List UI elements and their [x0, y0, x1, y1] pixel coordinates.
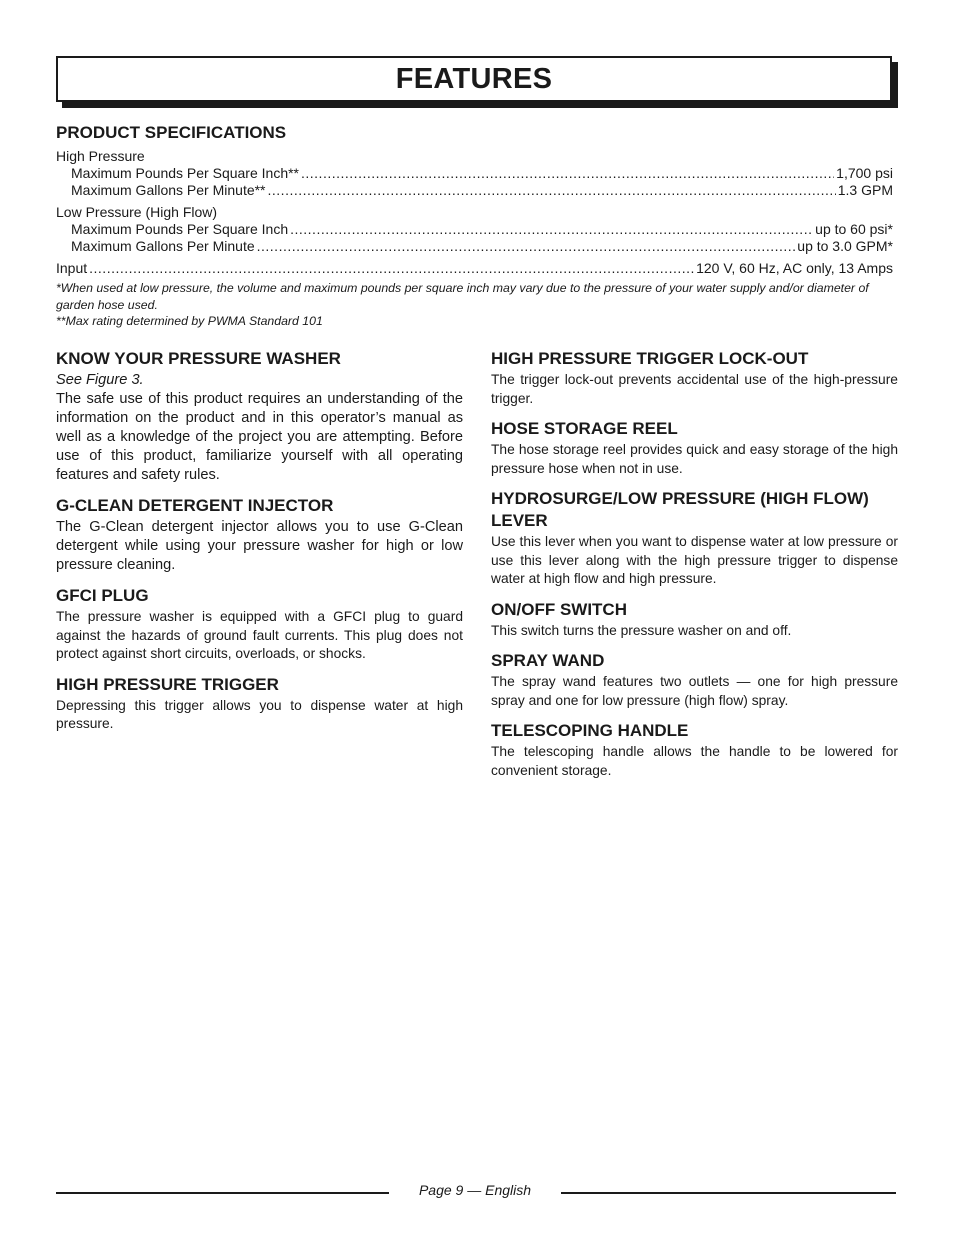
section-heading: HIGH PRESSURE TRIGGER LOCK-OUT	[491, 349, 809, 368]
section-heading: SPRAY WAND	[491, 651, 605, 670]
feature-section	[56, 495, 463, 575]
section-body: The hose storage reel provides quick and easy storage of the high pressure hose when not in use.	[491, 442, 898, 476]
section-heading: KNOW YOUR PRESSURE WASHER	[56, 349, 341, 368]
figure-reference: See Figure 3.	[56, 372, 144, 388]
section-heading: HOSE STORAGE REEL	[491, 419, 678, 438]
page-footer	[56, 1181, 896, 1203]
dot-leader	[290, 221, 813, 238]
section-body: Use this lever when you want to dispense water at low pressure or use this lever along with the high pressure trigger to dispense water at high flow and high pressure.	[491, 534, 898, 586]
feature-section	[491, 599, 898, 641]
section-heading: G-CLEAN DETERGENT INJECTOR	[56, 496, 334, 515]
dot-leader	[89, 260, 694, 277]
spec-label: Maximum Gallons Per Minute	[71, 238, 255, 254]
spec-group-label: High Pressure	[56, 148, 145, 164]
footer-rule-right	[561, 1192, 896, 1194]
spec-label: Maximum Pounds Per Square Inch**	[71, 165, 299, 181]
spec-value: up to 60 psi*	[815, 221, 893, 237]
feature-section	[56, 585, 463, 664]
spec-label: Maximum Gallons Per Minute**	[71, 182, 266, 198]
product-specifications	[56, 122, 898, 330]
section-body: The pressure washer is equipped with a GFCI plug to guard against the hazards of ground fault currents. This plug does not protect against short circuits, overloads, or shocks.	[56, 609, 463, 661]
dot-leader	[257, 238, 796, 255]
feature-section	[56, 348, 463, 485]
spec-row	[56, 165, 898, 182]
section-body: The safe use of this product requires an understanding of the information on the product and in this operator’s manual as well as a knowledge of the project you are attempting. Before use of this product, familiarize yourself with all operating features and safety rules.	[56, 391, 463, 483]
spec-group-high-pressure	[56, 148, 898, 199]
feature-section	[491, 418, 898, 478]
footnote: *When used at low pressure, the volume and maximum pounds per square inch may vary due to the pressure of your water supply and/or diameter of garden hose used.	[56, 281, 869, 312]
section-heading: TELESCOPING HANDLE	[491, 721, 689, 740]
spec-value: 120 V, 60 Hz, AC only, 13 Amps	[696, 260, 893, 276]
spec-value: up to 3.0 GPM*	[797, 238, 893, 254]
feature-section	[56, 674, 463, 734]
footnotes	[56, 280, 898, 330]
page-number: Page 9 — English	[418, 1182, 532, 1198]
section-heading: GFCI PLUG	[56, 586, 149, 605]
section-body: The telescoping handle allows the handle to be lowered for convenient storage.	[491, 744, 898, 778]
spec-group-low-pressure	[56, 204, 898, 255]
section-body: This switch turns the pressure washer on and off.	[491, 622, 792, 638]
right-column	[491, 348, 898, 790]
section-body: Depressing this trigger allows you to dispense water at high pressure.	[56, 697, 463, 731]
spec-row	[56, 260, 898, 277]
feature-section	[491, 348, 898, 408]
section-body: The G-Clean detergent injector allows you to use G-Clean detergent while using your pressure washer for high or low pressure cleaning.	[56, 519, 463, 573]
footnote: **Max rating determined by PWMA Standard 101	[56, 314, 323, 328]
page-title: FEATURES	[395, 62, 553, 95]
dot-leader	[268, 182, 836, 199]
feature-section	[491, 488, 898, 589]
left-column	[56, 348, 463, 744]
feature-section	[491, 650, 898, 710]
spec-value: 1,700 psi	[836, 165, 893, 181]
spec-group-label: Low Pressure (High Flow)	[56, 204, 218, 220]
section-body: The spray wand features two outlets — one for high pressure spray and one for low pressure (high flow) spray.	[491, 674, 898, 708]
feature-section	[491, 720, 898, 780]
section-body: The trigger lock-out prevents accidental use of the high-pressure trigger.	[491, 372, 898, 406]
section-heading: HYDROSURGE/LOW PRESSURE (HIGH FLOW) LEVER	[491, 489, 869, 530]
dot-leader	[301, 165, 834, 182]
footer-rule-left	[56, 1192, 389, 1194]
spec-label: Maximum Pounds Per Square Inch	[71, 221, 289, 237]
spec-label: Input	[56, 260, 88, 276]
spec-group-input	[56, 260, 898, 277]
specifications-heading: PRODUCT SPECIFICATIONS	[56, 123, 287, 142]
spec-row	[56, 182, 898, 199]
spec-row	[56, 238, 898, 255]
spec-value: 1.3 GPM	[837, 182, 893, 198]
section-heading: ON/OFF SWITCH	[491, 599, 627, 619]
title-box	[56, 56, 892, 102]
spec-row	[56, 221, 898, 238]
section-heading: HIGH PRESSURE TRIGGER	[56, 674, 279, 694]
